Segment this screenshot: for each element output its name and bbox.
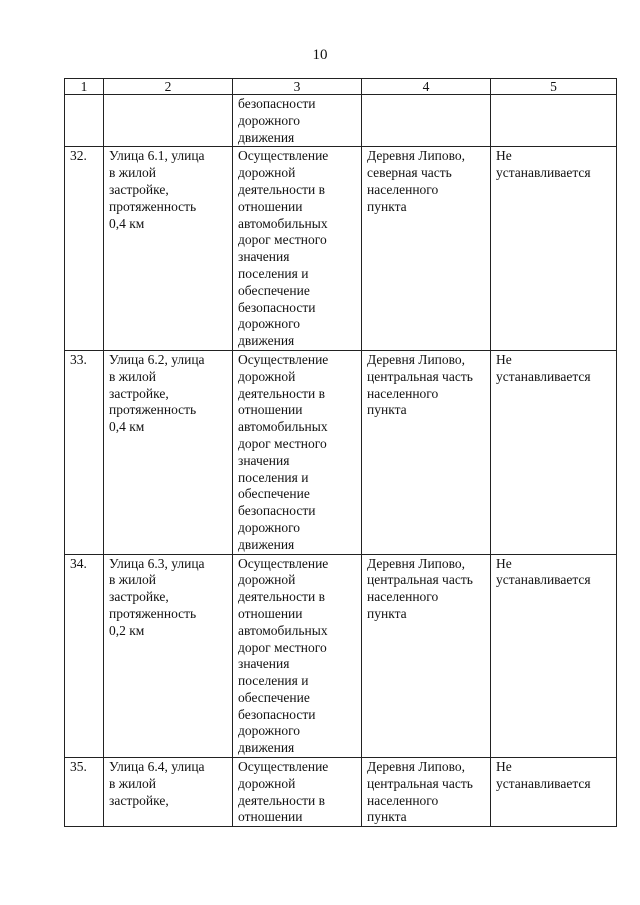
cell-line: дорог местного — [238, 435, 327, 451]
cell-line: поселения и — [238, 265, 309, 281]
object-cell — [104, 147, 233, 351]
cell-line: автомобильных — [238, 419, 328, 435]
cell-line: в жилой — [109, 368, 157, 384]
restriction-cell — [491, 350, 617, 554]
cell-line: протяженность — [109, 605, 197, 621]
cell-line: дорожной — [238, 572, 296, 588]
cell-line: дорожного — [238, 723, 301, 739]
cell-line: автомобильных — [238, 622, 328, 638]
table-row — [65, 350, 617, 554]
cell-line: северная часть — [367, 165, 452, 181]
purpose-cell — [233, 350, 362, 554]
object-cell — [104, 95, 233, 147]
page-number: 10 — [312, 47, 328, 63]
restriction-cell — [491, 758, 617, 827]
cell-line: движения — [238, 333, 295, 349]
cell-line: движения — [238, 129, 295, 145]
cell-line: Деревня Липово, — [367, 148, 466, 164]
cell-line: поселения и — [238, 469, 309, 485]
cell-line: устанавливается — [496, 165, 591, 181]
location-cell — [362, 758, 491, 827]
header-cell-1: 1 — [65, 79, 104, 95]
cell-line: обеспечение — [238, 486, 310, 502]
cell-line: протяженность — [109, 198, 197, 214]
table-row — [65, 554, 617, 758]
cell-line: дорог местного — [238, 639, 327, 655]
cell-line: дорожной — [238, 775, 296, 791]
cell-line: протяженность — [109, 402, 197, 418]
row-number-cell: 32. — [65, 147, 104, 351]
cell-line: деятельности в — [238, 792, 326, 808]
cell-line: значения — [238, 452, 290, 468]
cell-line: пункта — [367, 402, 407, 418]
cell-line: населенного — [367, 792, 439, 808]
cell-line: Осуществление — [238, 759, 329, 775]
cell-line: автомобильных — [238, 215, 328, 231]
cell-line: пункта — [367, 809, 407, 825]
cell-line: отношении — [238, 605, 303, 621]
location-cell — [362, 554, 491, 758]
header-cell-5: 5 — [491, 79, 617, 95]
cell-line: дорожного — [238, 316, 301, 332]
cell-line: безопасности — [238, 706, 316, 722]
purpose-cell — [233, 758, 362, 827]
cell-line: деятельности в — [238, 385, 326, 401]
cell-line: в жилой — [109, 572, 157, 588]
cell-line: Не — [496, 759, 512, 775]
cell-line: дорог местного — [238, 232, 327, 248]
cell-line: населенного — [367, 589, 439, 605]
cell-line: дорожного — [238, 112, 301, 128]
object-cell — [104, 554, 233, 758]
cell-line: обеспечение — [238, 282, 310, 298]
cell-line: дорожной — [238, 368, 296, 384]
cell-line: центральная часть — [367, 572, 473, 588]
zones-table — [64, 78, 617, 827]
location-cell — [362, 147, 491, 351]
cell-line: деятельности в — [238, 181, 326, 197]
header-cell-4: 4 — [362, 79, 491, 95]
cell-line: дорожного — [238, 519, 301, 535]
cell-line: поселения и — [238, 673, 309, 689]
row-number-cell — [65, 95, 104, 147]
table-row — [65, 95, 617, 147]
location-cell — [362, 95, 491, 147]
cell-line: безопасности — [238, 96, 316, 111]
table-body — [65, 79, 617, 827]
table-header-row — [65, 79, 617, 95]
cell-line: устанавливается — [496, 775, 591, 791]
cell-line: пункта — [367, 198, 407, 214]
cell-line: Деревня Липово, — [367, 759, 466, 775]
restriction-cell — [491, 147, 617, 351]
cell-line: 0,4 км — [109, 215, 145, 231]
cell-line: пункта — [367, 605, 407, 621]
cell-line: отношении — [238, 402, 303, 418]
cell-line: 0,4 км — [109, 419, 145, 435]
row-number-cell: 33. — [65, 350, 104, 554]
cell-line: безопасности — [238, 299, 316, 315]
object-cell — [104, 350, 233, 554]
cell-line: центральная часть — [367, 775, 473, 791]
table-row — [65, 147, 617, 351]
purpose-cell — [233, 147, 362, 351]
cell-line: Не — [496, 148, 512, 164]
cell-line: в жилой — [109, 775, 157, 791]
purpose-cell — [233, 554, 362, 758]
cell-line: Улица 6.2, улица — [109, 351, 205, 367]
cell-line: движения — [238, 536, 295, 552]
cell-line: населенного — [367, 385, 439, 401]
cell-line: значения — [238, 656, 290, 672]
cell-line: безопасности — [238, 503, 316, 519]
cell-line: центральная часть — [367, 368, 473, 384]
cell-line: движения — [238, 740, 295, 756]
cell-line: застройке, — [109, 181, 169, 197]
cell-line: населенного — [367, 181, 439, 197]
location-cell — [362, 350, 491, 554]
cell-line: Улица 6.1, улица — [109, 148, 205, 164]
cell-line: Не — [496, 351, 512, 367]
object-cell — [104, 758, 233, 827]
cell-line: Деревня Липово, — [367, 351, 466, 367]
cell-line: Улица 6.4, улица — [109, 759, 205, 775]
cell-line: отношении — [238, 198, 303, 214]
cell-line: Не — [496, 555, 512, 571]
cell-line: обеспечение — [238, 689, 310, 705]
header-cell-2: 2 — [104, 79, 233, 95]
cell-line: застройке, — [109, 589, 169, 605]
cell-line: застройке, — [109, 792, 169, 808]
row-number-cell: 34. — [65, 554, 104, 758]
row-number-cell: 35. — [65, 758, 104, 827]
cell-line: Осуществление — [238, 148, 329, 164]
cell-line: Деревня Липово, — [367, 555, 466, 571]
cell-line: Осуществление — [238, 555, 329, 571]
cell-line: отношении — [238, 809, 303, 825]
cell-line: Улица 6.3, улица — [109, 555, 205, 571]
cell-line: устанавливается — [496, 368, 591, 384]
cell-line: 0,2 км — [109, 622, 145, 638]
header-cell-3: 3 — [233, 79, 362, 95]
cell-line: застройке, — [109, 385, 169, 401]
cell-line: дорожной — [238, 165, 296, 181]
cell-line: значения — [238, 249, 290, 265]
table-row — [65, 758, 617, 827]
purpose-cell — [233, 95, 362, 147]
cell-line: деятельности в — [238, 589, 326, 605]
cell-line: в жилой — [109, 165, 157, 181]
restriction-cell — [491, 554, 617, 758]
cell-line: устанавливается — [496, 572, 591, 588]
restriction-cell — [491, 95, 617, 147]
cell-line: Осуществление — [238, 351, 329, 367]
